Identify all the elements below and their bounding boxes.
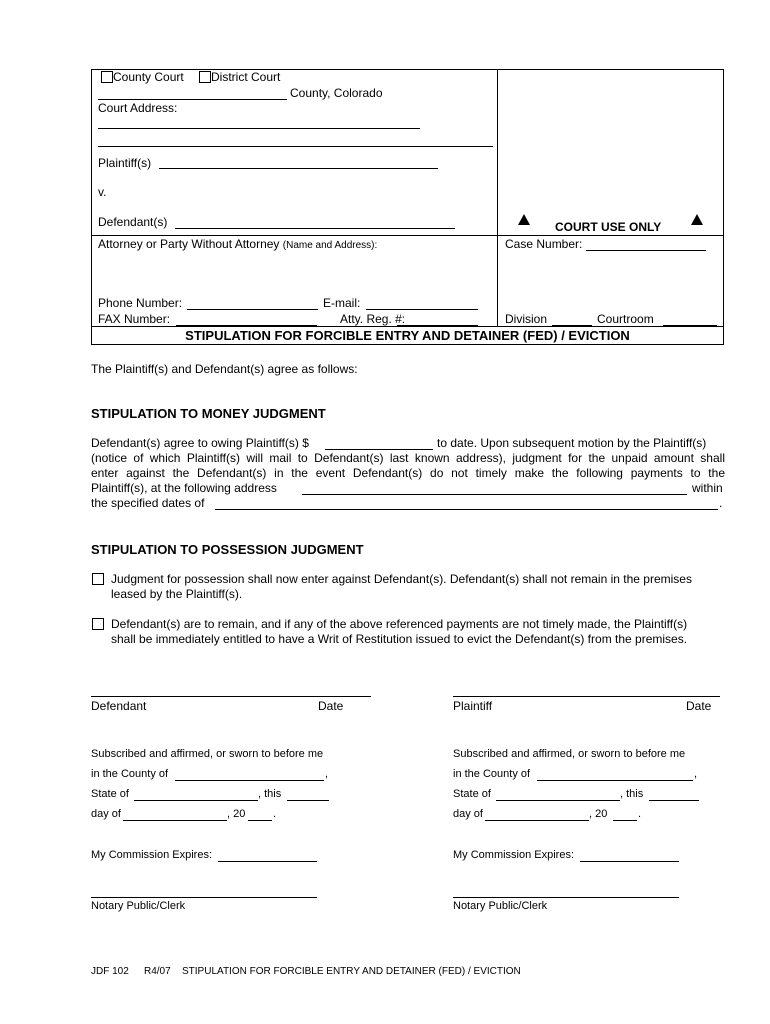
notary-left-commission-label: My Commission Expires:	[91, 849, 213, 861]
payment-address-field[interactable]	[302, 494, 687, 495]
caption-row-line-2	[91, 326, 724, 327]
attorney-label-text: Attorney or Party Without Attorney	[98, 237, 280, 251]
plaintiffs-label: Plaintiff(s)	[98, 156, 152, 170]
district-court-label: District Court	[211, 70, 281, 84]
possession-judgment-heading: STIPULATION TO POSSESSION JUDGMENT	[91, 542, 364, 557]
notary-right-commission-field[interactable]	[580, 861, 679, 862]
defendants-field[interactable]	[175, 228, 455, 229]
notary-right-dayof-label: day of	[453, 808, 483, 820]
notary-left-day-field[interactable]	[287, 800, 329, 801]
possession-option-2-line-2: shall be immediately entitled to have a Writ of Restitution issued to evict the Defendant(s) from the premises.	[111, 632, 688, 646]
footer-form-id: JDF 102	[91, 966, 129, 977]
phone-label: Phone Number:	[98, 296, 183, 310]
possession-option-1-line-1: Judgment for possession shall now enter against Defendant(s). Defendant(s) shall not remain in the premises	[111, 572, 692, 586]
notary-left-month-field[interactable]	[123, 820, 227, 821]
notary-right-county-field[interactable]	[537, 780, 693, 781]
money-line-5: the specified dates of	[91, 496, 205, 510]
defendant-date-label: Date	[318, 699, 344, 713]
notary-right-day-field[interactable]	[649, 800, 699, 801]
caption-row-line-1	[91, 235, 724, 236]
plaintiff-signature-label: Plaintiff	[453, 699, 493, 713]
court-address-field-1[interactable]	[98, 128, 420, 129]
county-court-label: County Court	[113, 70, 184, 84]
plaintiffs-field[interactable]	[159, 168, 438, 169]
county-name-field[interactable]	[98, 99, 287, 100]
money-line-4a: Plaintiff(s), at the following address	[91, 481, 277, 495]
money-line-2: (notice of which Plaintiff(s) will mail to Defendant(s) last known address), judgment for the unpaid amount shall	[91, 451, 725, 465]
money-judgment-heading: STIPULATION TO MONEY JUDGMENT	[91, 406, 326, 421]
notary-right-year-label: , 20	[589, 808, 608, 820]
county-court-checkbox[interactable]	[101, 71, 113, 83]
division-label: Division	[505, 312, 548, 326]
notary-right-this-label: , this	[620, 788, 644, 800]
notary-left-state-label: State of	[91, 788, 129, 800]
up-arrow-right-icon	[691, 214, 703, 225]
money-line-1b: to date. Upon subsequent motion by the Plaintiff(s)	[437, 436, 707, 450]
notary-left-year-label: , 20	[227, 808, 246, 820]
court-use-only-label: COURT USE ONLY	[555, 220, 662, 234]
defendant-signature-field[interactable]	[91, 696, 371, 697]
court-address-label: Court Address:	[98, 101, 178, 115]
amount-field[interactable]	[325, 449, 433, 450]
notary-left-state-field[interactable]	[134, 800, 258, 801]
notary-left-clerk-label: Notary Public/Clerk	[91, 900, 186, 912]
caption-box	[91, 69, 724, 345]
email-label: E-mail:	[323, 296, 361, 310]
phone-field[interactable]	[187, 309, 318, 310]
notary-left-dayof-label: day of	[91, 808, 121, 820]
notary-right-period: .	[638, 808, 642, 820]
case-number-field[interactable]	[586, 250, 706, 251]
notary-right-month-field[interactable]	[485, 820, 589, 821]
notary-right-year-field[interactable]	[613, 820, 637, 821]
notary-left-signature-field[interactable]	[91, 897, 317, 898]
money-line-3: enter against the Defendant(s) in the event Defendant(s) do not timely make the following payments to the	[91, 466, 725, 480]
attorney-label	[98, 237, 377, 251]
atty-reg-field[interactable]	[397, 325, 478, 326]
footer-revision: R4/07	[144, 966, 171, 977]
up-arrow-left-icon	[518, 214, 530, 225]
court-address-field-2[interactable]	[98, 146, 493, 147]
plaintiff-signature-field[interactable]	[453, 696, 720, 697]
notary-left-subscribed: Subscribed and affirmed, or sworn to before me	[91, 748, 324, 760]
footer-title: STIPULATION FOR FORCIBLE ENTRY AND DETAINER (FED) / EVICTION	[182, 966, 521, 977]
payment-dates-field[interactable]	[215, 509, 718, 510]
caption-divider	[497, 69, 498, 327]
versus-label: v.	[98, 185, 107, 199]
notary-left-county-label: in the County of	[91, 768, 169, 780]
attorney-note: (Name and Address):	[282, 240, 378, 251]
possession-option-1-line-2: leased by the Plaintiff(s).	[111, 587, 243, 601]
courtroom-field[interactable]	[663, 325, 717, 326]
notary-left-period: .	[273, 808, 277, 820]
notary-right-state-label: State of	[453, 788, 491, 800]
defendant-signature-label: Defendant	[91, 699, 147, 713]
plaintiff-date-label: Date	[686, 699, 712, 713]
district-court-checkbox[interactable]	[199, 71, 211, 83]
email-field[interactable]	[366, 309, 478, 310]
notary-left-year-field[interactable]	[248, 820, 272, 821]
atty-reg-label: Atty. Reg. #:	[340, 312, 406, 326]
notary-right-commission-label: My Commission Expires:	[453, 849, 575, 861]
notary-right-county-label: in the County of	[453, 768, 531, 780]
courtroom-label: Courtroom	[597, 312, 654, 326]
notary-left-this-label: , this	[258, 788, 282, 800]
possession-option-2-checkbox[interactable]	[92, 618, 104, 630]
form-title: STIPULATION FOR FORCIBLE ENTRY AND DETAINER (FED) / EVICTION	[185, 328, 630, 343]
money-line-5-period: .	[719, 496, 723, 510]
notary-left-commission-field[interactable]	[218, 861, 317, 862]
notary-right-clerk-label: Notary Public/Clerk	[453, 900, 548, 912]
possession-option-2-line-1: Defendant(s) are to remain, and if any of the above referenced payments are not timely made, the Plaintiff(s)	[111, 617, 688, 631]
county-colorado-label: County, Colorado	[290, 86, 383, 100]
defendants-label: Defendant(s)	[98, 215, 168, 229]
notary-left-county-comma: ,	[325, 768, 329, 780]
notary-right-subscribed: Subscribed and affirmed, or sworn to before me	[453, 748, 686, 760]
fax-field[interactable]	[176, 325, 317, 326]
case-number-label: Case Number:	[505, 237, 583, 251]
notary-left-county-field[interactable]	[175, 780, 324, 781]
fax-label: FAX Number:	[98, 312, 171, 326]
notary-right-county-comma: ,	[694, 768, 698, 780]
money-line-4b: within	[692, 481, 723, 495]
possession-option-1-checkbox[interactable]	[92, 573, 104, 585]
money-line-1a: Defendant(s) agree to owing Plaintiff(s) $	[91, 436, 309, 450]
division-field[interactable]	[552, 325, 592, 326]
intro-text: The Plaintiff(s) and Defendant(s) agree as follows:	[91, 362, 358, 376]
notary-right-signature-field[interactable]	[453, 897, 679, 898]
notary-right-state-field[interactable]	[496, 800, 620, 801]
